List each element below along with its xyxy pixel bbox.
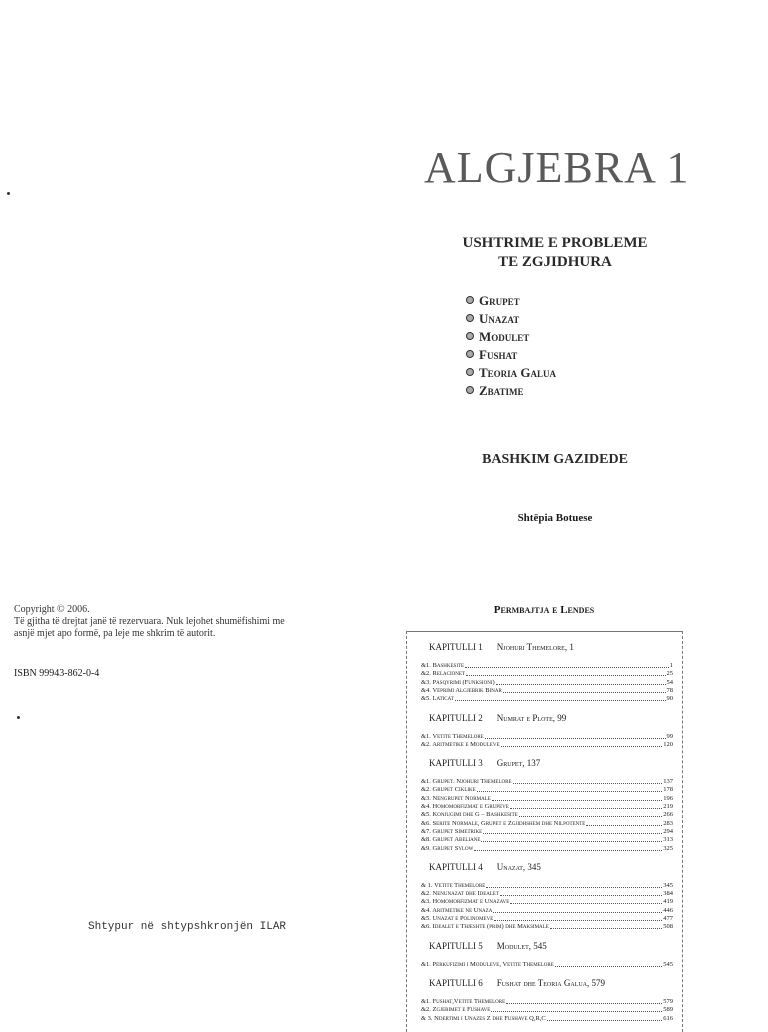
toc-chapter-title: Njohuri Themelore, 1	[496, 642, 574, 652]
toc-entry-label: &6. Idealet e Thjeshte (prim) dhe Maksimale	[421, 923, 549, 931]
toc-entry-label: &8. Grupet Abeliane	[421, 836, 481, 844]
copyright-line: Të gjitha të drejtat janë të rezervuara. Nuk lejohet shumëfishimi me	[14, 616, 285, 627]
toc-entry-label: &9. Grupet Sylow	[421, 844, 474, 852]
publisher-name: Shtëpia Botuese	[517, 512, 593, 524]
toc-entry-label: &2. Relacionet	[421, 670, 465, 678]
toc-entry-page: 283	[663, 819, 673, 827]
toc-entry-page: 419	[663, 898, 673, 906]
toc-leader-dots	[483, 827, 662, 834]
toc-chapter-number: KAPITULLI 6	[429, 977, 483, 988]
toc-entry-page: 219	[663, 803, 673, 810]
toc-entry-label: &5. Laticat	[421, 695, 454, 703]
toc-leader-dots	[486, 881, 662, 888]
topic-list	[466, 292, 556, 400]
toc-leader-dots	[493, 906, 662, 913]
toc-entry-page: 178	[663, 786, 673, 794]
toc-entry-label: &2. Aritmetike e Moduleve	[421, 740, 500, 748]
toc-entry-label: &1. Bashkesite	[421, 662, 465, 669]
toc-chapter-number: KAPITULLI 3	[429, 758, 483, 769]
toc-entry-page: 384	[663, 890, 673, 898]
toc-chapter-number: KAPITULLI 1	[429, 642, 483, 652]
topic-item: Grupet	[466, 292, 556, 310]
toc-chapter-number: KAPITULLI 2	[429, 712, 483, 723]
toc-entry-page: 196	[663, 794, 673, 802]
toc-leader-dots	[501, 740, 663, 747]
toc-leader-dots	[494, 914, 662, 921]
toc-chapter	[429, 941, 547, 951]
book-subtitle	[430, 234, 680, 272]
toc-chapter	[429, 978, 605, 988]
toc-entry-page: 313	[663, 836, 673, 844]
printer-note: Shtypur në shtypshkronjën ILAR	[88, 921, 287, 933]
toc-chapter-title: Unazat, 345	[496, 861, 541, 872]
toc-entry-page: 477	[663, 915, 673, 922]
bullet-icon	[466, 314, 474, 322]
toc-leader-dots	[466, 669, 666, 676]
toc-entry-page: 545	[663, 960, 673, 968]
toc-leader-dots	[555, 960, 662, 967]
toc-entry-label: &5. Unazat e Polinomeve	[421, 915, 494, 922]
toc-entry-label: &2. Grupet Ciklike	[421, 786, 476, 794]
toc-leader-dots	[506, 997, 662, 1004]
toc-leader-dots	[465, 661, 669, 668]
toc-entry-label: &7. Grupet Simetrike	[421, 827, 483, 835]
toc-entry-page: 325	[663, 844, 673, 852]
author-name: BASHKIM GAZIDEDE	[482, 452, 628, 467]
toc-leader-dots	[474, 844, 662, 851]
toc-chapter-number: KAPITULLI 4	[429, 861, 483, 872]
toc-entry-page: 266	[663, 811, 673, 819]
topic-item: Zbatime	[466, 382, 556, 400]
toc-chapter-title: Grupet, 137	[496, 758, 541, 769]
toc-chapter	[429, 862, 541, 872]
subtitle-line: TE ZGJIDHURA	[498, 254, 612, 270]
toc-entry-page: 345	[663, 881, 673, 889]
toc-entry-label: &6. Serite Normale, Grupet e Zgjidhshem dhe Nilpotente	[421, 819, 586, 827]
topic-item: Teoria Galua	[466, 364, 556, 382]
toc-chapter-number: KAPITULLI 5	[429, 940, 483, 951]
toc-leader-dots	[510, 802, 662, 809]
toc-entry-label: &3. Nengrupet Normale	[421, 794, 491, 802]
toc-entry-page: 508	[663, 923, 673, 931]
toc-chapter	[429, 758, 540, 768]
toc-entry-page: 616	[663, 1014, 673, 1022]
bullet-icon	[466, 386, 474, 394]
bullet-icon	[466, 368, 474, 376]
toc-leader-dots	[496, 678, 666, 685]
toc-entry-page: 99	[666, 732, 673, 740]
toc-leader-dots	[586, 819, 662, 826]
toc-entry-page: 579	[663, 997, 673, 1005]
copyright-line: asnjë mjet apo formë, pa leje me shkrim të autorit.	[14, 628, 216, 639]
toc-leader-dots	[481, 835, 662, 842]
toc-entry-page: 446	[663, 906, 673, 914]
isbn: ISBN 99943-862-0-4	[14, 668, 100, 679]
toc-entry-label: &5. Konjugimi dhe G – Bashkesite	[421, 811, 518, 819]
scan-speck	[17, 716, 20, 719]
toc-leader-dots	[503, 686, 666, 693]
toc-entry-page: 90	[666, 695, 673, 703]
toc-leader-dots	[550, 922, 663, 929]
topic-item: Modulet	[466, 328, 556, 346]
toc-entry-page: 589	[663, 1006, 673, 1014]
toc-entry-page: 137	[663, 778, 673, 786]
book-title: ALGJEBRA 1	[424, 143, 690, 192]
toc-leader-dots	[485, 732, 666, 739]
toc-heading: Permbajtja e Lendes	[493, 604, 595, 616]
toc-leader-dots	[547, 1014, 663, 1021]
toc-entry-label: & 1. Vetite Themelore	[421, 881, 486, 889]
bullet-icon	[466, 296, 474, 304]
toc-entry-label: &4. Homomorfizmat e Grupeve	[421, 803, 509, 810]
toc-chapter	[429, 713, 566, 723]
topic-item: Unazat	[466, 310, 556, 328]
toc-leader-dots	[477, 785, 663, 792]
topic-item: Fushat	[466, 346, 556, 364]
bullet-icon	[466, 332, 474, 340]
toc-leader-dots	[500, 889, 662, 896]
toc-entry	[421, 844, 673, 853]
toc-chapter	[429, 642, 574, 652]
table-of-contents	[406, 631, 683, 1032]
toc-entry	[421, 740, 673, 749]
toc-entry-page: 294	[663, 827, 673, 835]
toc-entry	[421, 1014, 673, 1023]
copyright-line: Copyright © 2006.	[14, 604, 90, 615]
scan-speck	[7, 192, 10, 195]
toc-entry-label: & 3. Ndertimi i Unazes Z dhe Fushave Q,R,C	[421, 1014, 546, 1022]
toc-entry-page: 120	[663, 740, 673, 748]
toc-leader-dots	[492, 794, 662, 801]
toc-leader-dots	[491, 1005, 662, 1012]
toc-entry-label: &1. Perkufizimi i Moduleve, Vetite Themelore	[421, 960, 554, 968]
toc-chapter-title: Modulet, 545	[496, 940, 547, 951]
toc-entry-label: &4. Aritmetike ne Unaza	[421, 906, 493, 914]
toc-chapter-title: Fushat dhe Teoria Galua, 579	[496, 977, 606, 988]
toc-entry-label: &3. Homomorfizmat e Unazave	[421, 898, 510, 906]
toc-entry-label: &1. Fushat,Vetite Themelore	[421, 997, 506, 1005]
toc-entry-label: &2. Nenunazat dhe Idealet	[421, 890, 500, 898]
toc-entry	[421, 960, 673, 969]
toc-entry-label: &4. Veprimi Algjebrik Binar	[421, 686, 502, 694]
toc-entry-page: 78	[666, 686, 673, 694]
toc-entry-label: &1. Vetite Themelore	[421, 732, 484, 740]
toc-leader-dots	[455, 694, 666, 701]
toc-leader-dots	[510, 897, 662, 904]
toc-entry	[421, 694, 673, 703]
toc-entry-page: 1	[669, 662, 673, 669]
toc-leader-dots	[519, 810, 663, 817]
toc-entry-page: 54	[666, 678, 673, 686]
copyright-notice	[14, 604, 314, 640]
subtitle-line: USHTRIME E PROBLEME	[462, 235, 648, 251]
toc-entry-label: &2. Zgjerimet e Fushave	[421, 1006, 491, 1014]
toc-entry-page: 25	[666, 670, 673, 678]
toc-leader-dots	[513, 777, 663, 784]
toc-chapter-title: Numrat e Plote, 99	[496, 712, 567, 723]
toc-entry-label: &1. Grupet. Njohuri Themelore	[421, 778, 512, 786]
toc-entry-label: &3. Pasqyrimi (Funksioni)	[421, 678, 495, 686]
toc-entry	[421, 922, 673, 931]
bullet-icon	[466, 350, 474, 358]
